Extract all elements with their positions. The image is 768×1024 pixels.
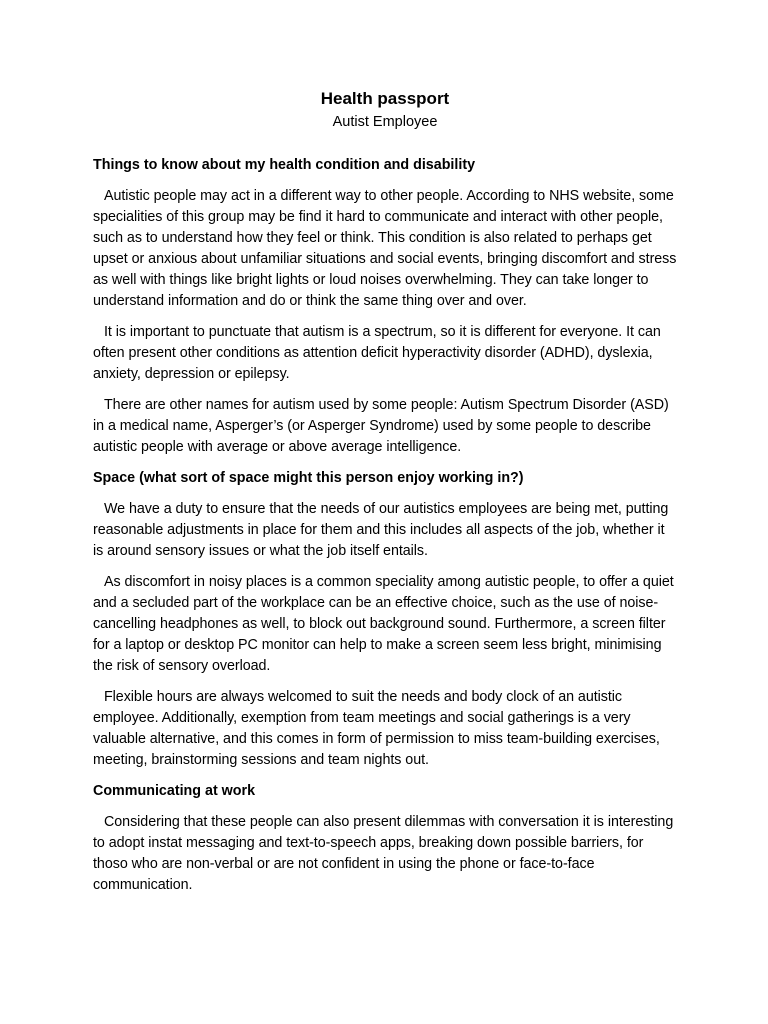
section-heading: Communicating at work xyxy=(93,783,256,799)
paragraph: As discomfort in noisy places is a common speciality among autistic people, to offer a quiet and a secluded part of the workplace can be an effective choice, such as the use of noise-cancelling headphones as well, to block out background sound. Furthermore, a screen filter for a laptop or desktop PC monitor can help to make a screen seem less bright, minimising the risk of sensory overload. xyxy=(93,574,674,674)
paragraph: We have a duty to ensure that the needs of our autistics employees are being met, putting reasonable adjustments in place for them and this includes all aspects of the job, whether it is around sensory issues or what the job itself entails. xyxy=(93,501,669,559)
document-page xyxy=(93,88,677,896)
paragraph: Autistic people may act in a different way to other people. According to NHS website, some specialities of this group may be find it hard to communicate and interact with other people, such as to understand how they feel or think. This condition is also related to perhaps get upset or anxious about unfamiliar situations and social events, bringing discomfort and stress as well with things like bright lights or loud noises overwhelming. They can take longer to understand information and do or think the same thing over and over. xyxy=(93,188,677,309)
document-subtitle: Autist Employee xyxy=(332,114,438,130)
section-heading: Space (what sort of space might this person enjoy working in?) xyxy=(93,470,524,486)
section-health-condition xyxy=(93,155,677,458)
section-heading: Things to know about my health condition and disability xyxy=(93,157,476,173)
paragraph: Considering that these people can also present dilemmas with conversation it is interesting to adopt instat messaging and text-to-speech apps, breaking down possible barriers, for thoso who are non-verbal or are not confident in using the phone or face-to-face communication. xyxy=(93,814,674,893)
paragraph: It is important to punctuate that autism is a spectrum, so it is different for everyone. It can often present other conditions as attention deficit hyperactivity disorder (ADHD), dyslexia, anxiety, depression or epilepsy. xyxy=(93,324,661,382)
paragraph: There are other names for autism used by some people: Autism Spectrum Disorder (ASD) in a medical name, Asperger’s (or Asperger Syndrome) used by some people to describe autistic people with average or above average intelligence. xyxy=(93,397,669,455)
section-space xyxy=(93,468,677,771)
section-communicating xyxy=(93,781,677,896)
document-title: Health passport xyxy=(320,89,450,108)
paragraph: Flexible hours are always welcomed to suit the needs and body clock of an autistic employee. Additionally, exemption from team meetings and social gatherings is a very valuable alternative, and this comes in form of permission to miss team-building exercises, meeting, brainstorming sessions and team nights out. xyxy=(93,689,660,768)
